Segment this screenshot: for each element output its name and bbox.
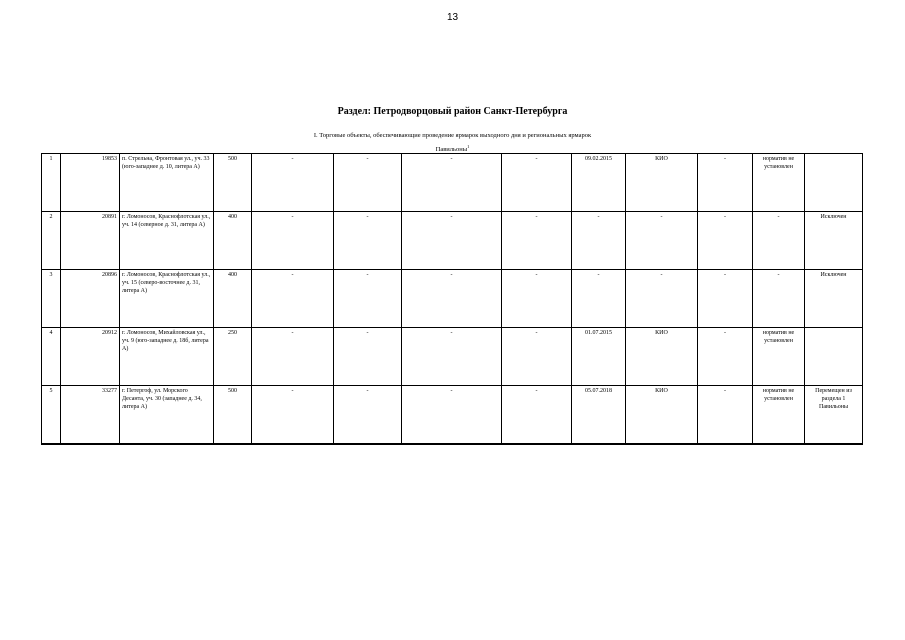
object-id-cell: 19853 xyxy=(61,154,120,212)
column-7-cell: - xyxy=(402,328,502,386)
column-7-cell: - xyxy=(402,386,502,445)
address-cell: п. Стрельна, Фронтовая ул., уч. 33 (юго-западнее д. 10, литера А) xyxy=(120,154,214,212)
date-cell: 09.02.2015 xyxy=(572,154,626,212)
area-cell: 400 xyxy=(214,212,252,270)
column-11-cell: - xyxy=(698,212,753,270)
row-number-cell: 3 xyxy=(42,270,61,328)
caption-text: Павильоны xyxy=(435,146,468,154)
norm-cell: норматив не установлен xyxy=(753,328,805,386)
area-cell: 400 xyxy=(214,270,252,328)
table-row xyxy=(42,328,863,386)
column-8-cell: - xyxy=(502,386,572,445)
column-8-cell: - xyxy=(502,328,572,386)
column-6-cell: - xyxy=(334,386,402,445)
column-6-cell: - xyxy=(334,212,402,270)
row-number-cell: 2 xyxy=(42,212,61,270)
column-7-cell: - xyxy=(402,212,502,270)
area-cell: 500 xyxy=(214,154,252,212)
date-cell: 01.07.2015 xyxy=(572,328,626,386)
authority-cell: - xyxy=(626,270,698,328)
address-cell: г. Ломоносов, Михайловская ул., уч. 9 (юго-западнее д. 18б, литера А) xyxy=(120,328,214,386)
column-11-cell: - xyxy=(698,386,753,445)
column-8-cell: - xyxy=(502,154,572,212)
column-11-cell: - xyxy=(698,154,753,212)
date-cell: - xyxy=(572,212,626,270)
page-number: 13 xyxy=(446,12,459,23)
authority-cell: КИО xyxy=(626,328,698,386)
table-caption xyxy=(0,144,905,153)
object-id-cell: 33277 xyxy=(61,386,120,445)
object-id-cell: 20891 xyxy=(61,212,120,270)
column-5-cell: - xyxy=(252,154,334,212)
table-row xyxy=(42,270,863,328)
table-body xyxy=(42,154,863,445)
authority-cell: - xyxy=(626,212,698,270)
note-cell: Исключен xyxy=(805,270,863,328)
row-number-cell: 1 xyxy=(42,154,61,212)
object-id-cell: 20896 xyxy=(61,270,120,328)
address-cell: г. Петергоф, ул. Морского Десанта, уч. 30 (западнее д. 34, литера А) xyxy=(120,386,214,445)
table-row xyxy=(42,212,863,270)
norm-cell: норматив не установлен xyxy=(753,386,805,445)
area-cell: 250 xyxy=(214,328,252,386)
date-cell: - xyxy=(572,270,626,328)
column-6-cell: - xyxy=(334,328,402,386)
column-8-cell: - xyxy=(502,212,572,270)
note-cell: Перемещен из раздела 1 Павильоны xyxy=(805,386,863,445)
column-7-cell: - xyxy=(402,154,502,212)
area-cell: 500 xyxy=(214,386,252,445)
column-6-cell: - xyxy=(334,154,402,212)
note-cell xyxy=(805,154,863,212)
section-subtitle: I. Торговые объекты, обеспечивающие проведение ярмарок выходного дня и региональных ярмарок xyxy=(313,132,592,139)
column-6-cell: - xyxy=(334,270,402,328)
note-cell: Исключен xyxy=(805,212,863,270)
column-7-cell: - xyxy=(402,270,502,328)
authority-cell: КИО xyxy=(626,386,698,445)
address-cell: г. Ломоносов, Краснофлотская ул., уч. 15 (северо-восточнее д. 31, литера А) xyxy=(120,270,214,328)
section-title: Раздел: Петродворцовый район Санкт-Петербурга xyxy=(337,106,568,117)
norm-cell: норматив не установлен xyxy=(753,154,805,212)
address-cell: г. Ломоносов, Краснофлотская ул., уч. 14 (северное д. 31, литера А) xyxy=(120,212,214,270)
column-5-cell: - xyxy=(252,328,334,386)
column-5-cell: - xyxy=(252,212,334,270)
object-id-cell: 20912 xyxy=(61,328,120,386)
note-cell xyxy=(805,328,863,386)
norm-cell: - xyxy=(753,212,805,270)
column-11-cell: - xyxy=(698,328,753,386)
column-11-cell: - xyxy=(698,270,753,328)
column-5-cell: - xyxy=(252,386,334,445)
footnote-marker: 1 xyxy=(467,144,470,149)
table-row xyxy=(42,154,863,212)
table-row xyxy=(42,386,863,445)
row-number-cell: 4 xyxy=(42,328,61,386)
date-cell: 05.07.2018 xyxy=(572,386,626,445)
column-5-cell: - xyxy=(252,270,334,328)
authority-cell: КИО xyxy=(626,154,698,212)
row-number-cell: 5 xyxy=(42,386,61,445)
column-8-cell: - xyxy=(502,270,572,328)
pavilions-table xyxy=(41,153,863,445)
norm-cell: - xyxy=(753,270,805,328)
